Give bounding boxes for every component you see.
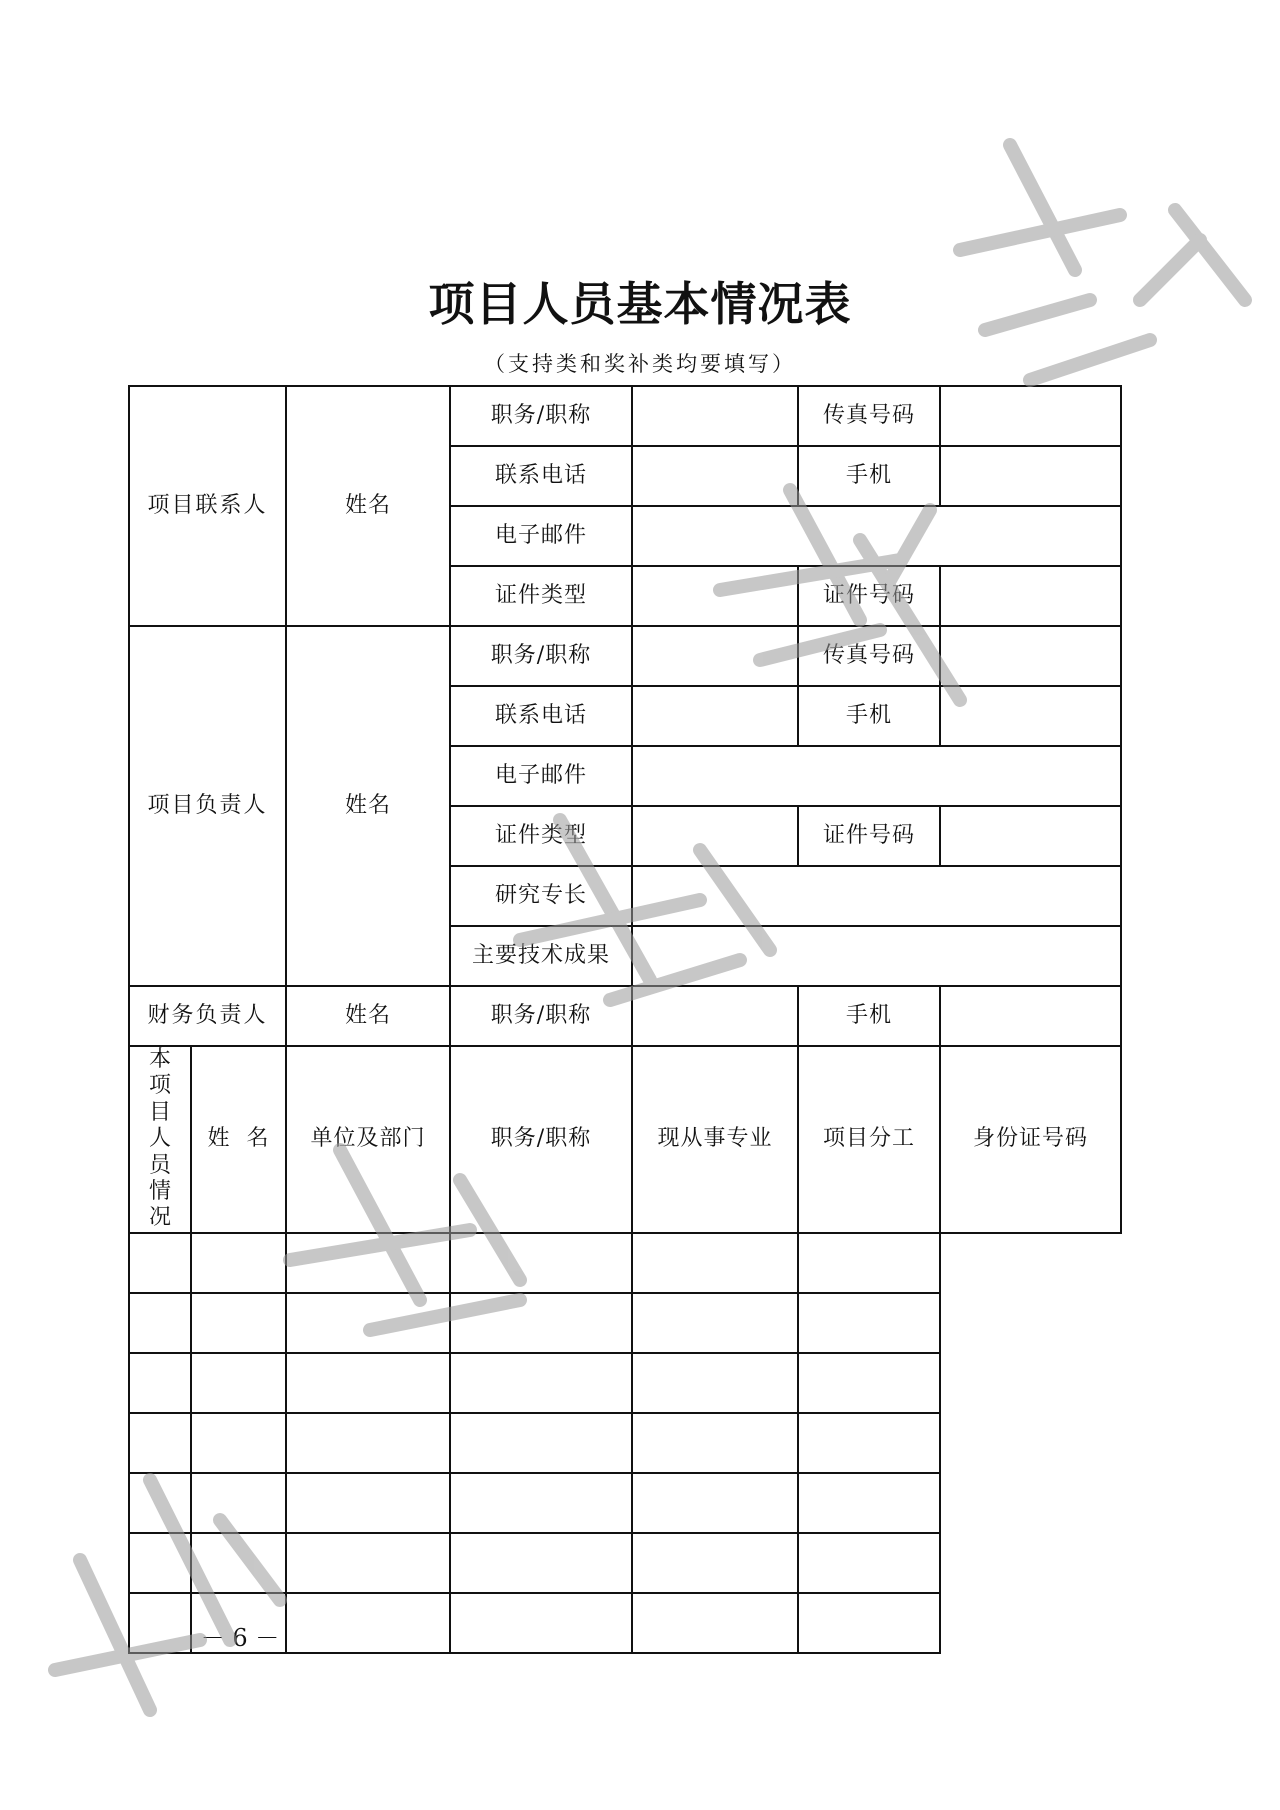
staff-specialty-field[interactable] xyxy=(450,1473,632,1533)
finance-position-label: 职务/职称 xyxy=(450,986,632,1046)
staff-unit-field[interactable] xyxy=(191,1353,286,1413)
contact-id-number-field[interactable] xyxy=(940,566,1121,626)
leader-research-field[interactable] xyxy=(632,866,1121,926)
staff-col-name: 姓 名 xyxy=(191,1046,286,1233)
staff-row xyxy=(129,1233,1121,1293)
staff-role-field[interactable] xyxy=(632,1293,798,1353)
contact-id-type-label: 证件类型 xyxy=(450,566,632,626)
staff-role-field[interactable] xyxy=(632,1353,798,1413)
leader-fax-field[interactable] xyxy=(940,626,1121,686)
contact-mobile-label: 手机 xyxy=(798,446,940,506)
staff-row xyxy=(129,1293,1121,1353)
staff-specialty-field[interactable] xyxy=(450,1413,632,1473)
staff-row xyxy=(129,1473,1121,1533)
staff-row xyxy=(129,1413,1121,1473)
staff-role-field[interactable] xyxy=(632,1233,798,1293)
contact-id-number-label: 证件号码 xyxy=(798,566,940,626)
contact-email-field[interactable] xyxy=(632,506,1121,566)
staff-section-char: 情 xyxy=(148,1178,171,1204)
staff-section-label xyxy=(129,1046,191,1233)
staff-position-field[interactable] xyxy=(286,1473,450,1533)
staff-section-char: 项 xyxy=(148,1073,171,1099)
staff-name-field[interactable] xyxy=(129,1533,191,1593)
leader-phone-label: 联系电话 xyxy=(450,686,632,746)
staff-col-specialty: 现从事专业 xyxy=(632,1046,798,1233)
staff-role-field[interactable] xyxy=(632,1413,798,1473)
leader-achievements-label: 主要技术成果 xyxy=(450,926,632,986)
staff-unit-field[interactable] xyxy=(191,1293,286,1353)
page-title: 项目人员基本情况表 xyxy=(428,277,852,331)
page-subtitle: （支持类和奖补类均要填写） xyxy=(484,352,796,376)
staff-id-number-field[interactable] xyxy=(798,1473,940,1533)
staff-specialty-field[interactable] xyxy=(450,1233,632,1293)
leader-phone-field[interactable] xyxy=(632,686,798,746)
leader-name-label: 姓名 xyxy=(286,626,450,986)
leader-row-position xyxy=(129,626,1121,686)
finance-name-label: 姓名 xyxy=(286,986,450,1046)
staff-id-number-field[interactable] xyxy=(798,1533,940,1593)
staff-col-role: 项目分工 xyxy=(798,1046,940,1233)
staff-header-row xyxy=(129,1046,1121,1233)
staff-position-field[interactable] xyxy=(286,1353,450,1413)
contact-section-label: 项目联系人 xyxy=(129,386,286,626)
contact-row-position xyxy=(129,386,1121,446)
watermark-mark-top-right xyxy=(960,145,1245,380)
finance-row xyxy=(129,986,1121,1046)
page-number: － 6 － xyxy=(200,1624,280,1652)
staff-section-char: 人 xyxy=(148,1126,171,1152)
staff-specialty-field[interactable] xyxy=(450,1533,632,1593)
contact-email-label: 电子邮件 xyxy=(450,506,632,566)
staff-section-char: 员 xyxy=(148,1152,171,1178)
contact-fax-label: 传真号码 xyxy=(798,386,940,446)
leader-email-field[interactable] xyxy=(632,746,1121,806)
contact-fax-field[interactable] xyxy=(940,386,1121,446)
leader-fax-label: 传真号码 xyxy=(798,626,940,686)
contact-position-label: 职务/职称 xyxy=(450,386,632,446)
staff-name-field[interactable] xyxy=(129,1353,191,1413)
staff-id-number-field[interactable] xyxy=(798,1413,940,1473)
staff-section-char: 目 xyxy=(148,1099,171,1125)
leader-mobile-field[interactable] xyxy=(940,686,1121,746)
staff-unit-field[interactable] xyxy=(191,1413,286,1473)
leader-achievements-field[interactable] xyxy=(632,926,1121,986)
contact-phone-label: 联系电话 xyxy=(450,446,632,506)
staff-name-field[interactable] xyxy=(129,1413,191,1473)
finance-mobile-label: 手机 xyxy=(798,986,940,1046)
staff-section-char: 本 xyxy=(148,1047,171,1072)
staff-name-field[interactable] xyxy=(129,1233,191,1293)
staff-position-field[interactable] xyxy=(286,1233,450,1293)
staff-specialty-field[interactable] xyxy=(450,1353,632,1413)
staff-role-field[interactable] xyxy=(632,1533,798,1593)
staff-name-field[interactable] xyxy=(129,1473,191,1533)
staff-id-number-field[interactable] xyxy=(798,1233,940,1293)
finance-section-label: 财务负责人 xyxy=(129,986,286,1046)
staff-unit-field[interactable] xyxy=(191,1533,286,1593)
staff-id-number-field[interactable] xyxy=(798,1293,940,1353)
staff-specialty-field[interactable] xyxy=(450,1293,632,1353)
staff-rows xyxy=(129,1233,1121,1653)
staff-position-field[interactable] xyxy=(286,1533,450,1593)
staff-section-char: 况 xyxy=(148,1205,171,1231)
leader-id-type-label: 证件类型 xyxy=(450,806,632,866)
staff-position-field[interactable] xyxy=(286,1293,450,1353)
contact-mobile-field[interactable] xyxy=(940,446,1121,506)
staff-id-number-field[interactable] xyxy=(798,1353,940,1413)
finance-position-field[interactable] xyxy=(632,986,798,1046)
leader-section-label: 项目负责人 xyxy=(129,626,286,986)
leader-mobile-label: 手机 xyxy=(798,686,940,746)
staff-row xyxy=(129,1533,1121,1593)
leader-id-number-label: 证件号码 xyxy=(798,806,940,866)
personnel-form-table xyxy=(128,385,1122,1654)
staff-col-position: 职务/职称 xyxy=(450,1046,632,1233)
leader-id-number-field[interactable] xyxy=(940,806,1121,866)
staff-role-field[interactable] xyxy=(632,1473,798,1533)
contact-name-label: 姓名 xyxy=(286,386,450,626)
staff-role-field[interactable] xyxy=(632,1593,798,1653)
staff-specialty-field[interactable] xyxy=(450,1593,632,1653)
staff-row xyxy=(129,1353,1121,1413)
leader-research-label: 研究专长 xyxy=(450,866,632,926)
finance-mobile-field[interactable] xyxy=(940,986,1121,1046)
staff-id-number-field[interactable] xyxy=(798,1593,940,1653)
leader-email-label: 电子邮件 xyxy=(450,746,632,806)
contact-position-field[interactable] xyxy=(632,386,798,446)
contact-id-type-field[interactable] xyxy=(632,566,798,626)
leader-id-type-field[interactable] xyxy=(632,806,798,866)
leader-position-field[interactable] xyxy=(632,626,798,686)
staff-name-field[interactable] xyxy=(129,1293,191,1353)
contact-phone-field[interactable] xyxy=(632,446,798,506)
staff-unit-field[interactable] xyxy=(191,1233,286,1293)
staff-unit-field[interactable] xyxy=(191,1473,286,1533)
staff-col-id-number: 身份证号码 xyxy=(940,1046,1121,1233)
leader-position-label: 职务/职称 xyxy=(450,626,632,686)
staff-position-field[interactable] xyxy=(286,1413,450,1473)
staff-position-field[interactable] xyxy=(286,1593,450,1653)
staff-col-unit: 单位及部门 xyxy=(286,1046,450,1233)
